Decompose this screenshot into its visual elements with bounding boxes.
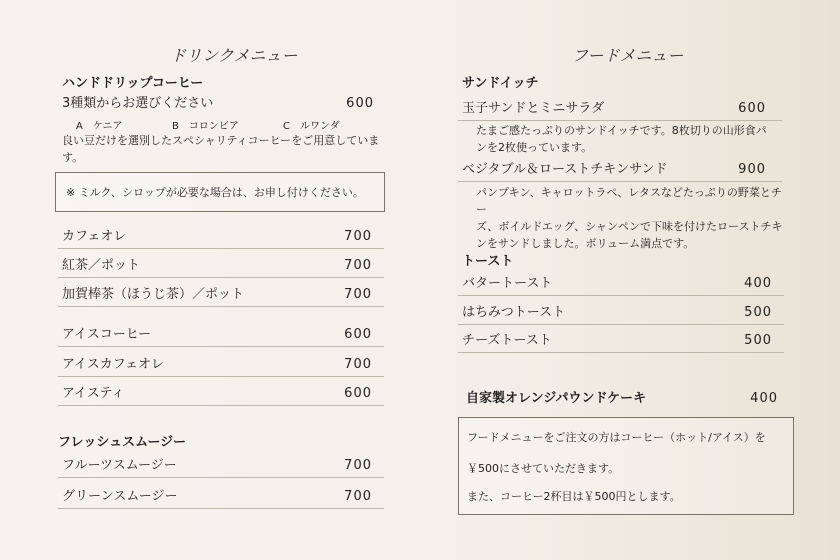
desc-line: ズ、ボイルドエッグ、シャンペンで下味を付けたローストチキ (476, 220, 783, 233)
item-price: 700 (344, 489, 372, 504)
handdrip-description: 良い豆だけを選別したスペシャリティコーヒーをご用意しています。 (62, 134, 380, 164)
drink-row (58, 284, 384, 307)
item-price: 600 (738, 101, 766, 116)
item-name: 紅茶／ポット (62, 258, 141, 273)
drink-row (58, 383, 384, 406)
food-row (458, 159, 782, 182)
desc-line: ンをサンドしました。ボリューム満点です。 (476, 237, 695, 250)
item-name: 3種類からお選びください (62, 96, 214, 111)
toast-row (458, 330, 784, 353)
drink-row (58, 255, 384, 278)
item-name: ベジタブル＆ローストチキンサンド (462, 162, 668, 177)
toast-heading: トースト (462, 254, 514, 269)
desc-line: たまご感たっぷりのサンドイッチです。8枚切りの山形食パ (476, 124, 767, 137)
food-menu-title: フードメニュー (572, 46, 684, 65)
food-note-box (458, 417, 794, 515)
item-price: 700 (344, 229, 372, 244)
food-row (458, 98, 782, 121)
food-note-line: ￥500にさせていただきます。 (467, 462, 620, 475)
item-name: はちみつトースト (462, 305, 566, 320)
item-name: グリーンスムージー (62, 489, 178, 504)
item-name: アイスティ (62, 386, 125, 401)
food-note-line: また、コーヒー2杯目は￥500円とします。 (467, 490, 681, 503)
item-price: 900 (738, 162, 766, 177)
drink-row (58, 226, 384, 249)
handdrip-row (58, 93, 390, 115)
toast-row (458, 273, 784, 296)
desc-line: パンプキン、キャロットラペ、レタスなどたっぷりの野菜とチー (476, 186, 782, 216)
item-price: 500 (744, 333, 772, 348)
cake-row (462, 388, 784, 410)
item-price: 400 (750, 391, 778, 406)
drink-note-box (55, 172, 385, 212)
drink-menu-title: ドリンクメニュー (170, 46, 298, 65)
drink-note: ※ ミルク、シロップが必要な場合は、お申し付けください。 (66, 186, 364, 199)
option-a: A ケニア (76, 121, 123, 132)
item-name: チーズトースト (462, 333, 552, 348)
item-name: 玉子サンドとミニサラダ (462, 101, 605, 116)
item-name: アイスコーヒー (62, 327, 152, 342)
item-price: 400 (744, 276, 772, 291)
smoothie-row (58, 455, 384, 478)
food-note-line: フードメニューをご注文の方はコーヒー（ホット/アイス）を (467, 431, 766, 444)
sandwich-description (476, 122, 786, 156)
item-name: フルーツスムージー (62, 458, 177, 473)
sandwich-description (476, 184, 786, 252)
item-price: 700 (344, 258, 372, 273)
option-c: C ルワンダ (283, 121, 340, 132)
item-price: 500 (744, 305, 772, 320)
item-name: 加賀棒茶（ほうじ茶）／ポット (62, 287, 245, 302)
item-name: カフェオレ (62, 229, 127, 244)
item-name: バタートースト (462, 276, 553, 291)
item-name: 自家製オレンジパウンドケーキ (466, 391, 647, 406)
item-price: 700 (344, 357, 372, 372)
item-price: 600 (344, 386, 372, 401)
drink-row (58, 324, 384, 347)
toast-row (458, 302, 784, 325)
item-name: アイスカフェオレ (62, 357, 165, 372)
desc-line: ンを2枚使っています。 (476, 141, 593, 154)
item-price: 600 (346, 96, 374, 111)
option-b: B コロンビア (172, 121, 239, 132)
item-price: 700 (344, 287, 372, 302)
smoothie-row (58, 486, 384, 509)
item-price: 600 (344, 327, 372, 342)
sandwich-heading: サンドイッチ (462, 76, 539, 91)
drink-row (58, 354, 384, 377)
smoothie-heading: フレッシュスムージー (58, 435, 187, 450)
item-price: 700 (344, 458, 372, 473)
handdrip-heading: ハンドドリップコーヒー (62, 76, 204, 91)
